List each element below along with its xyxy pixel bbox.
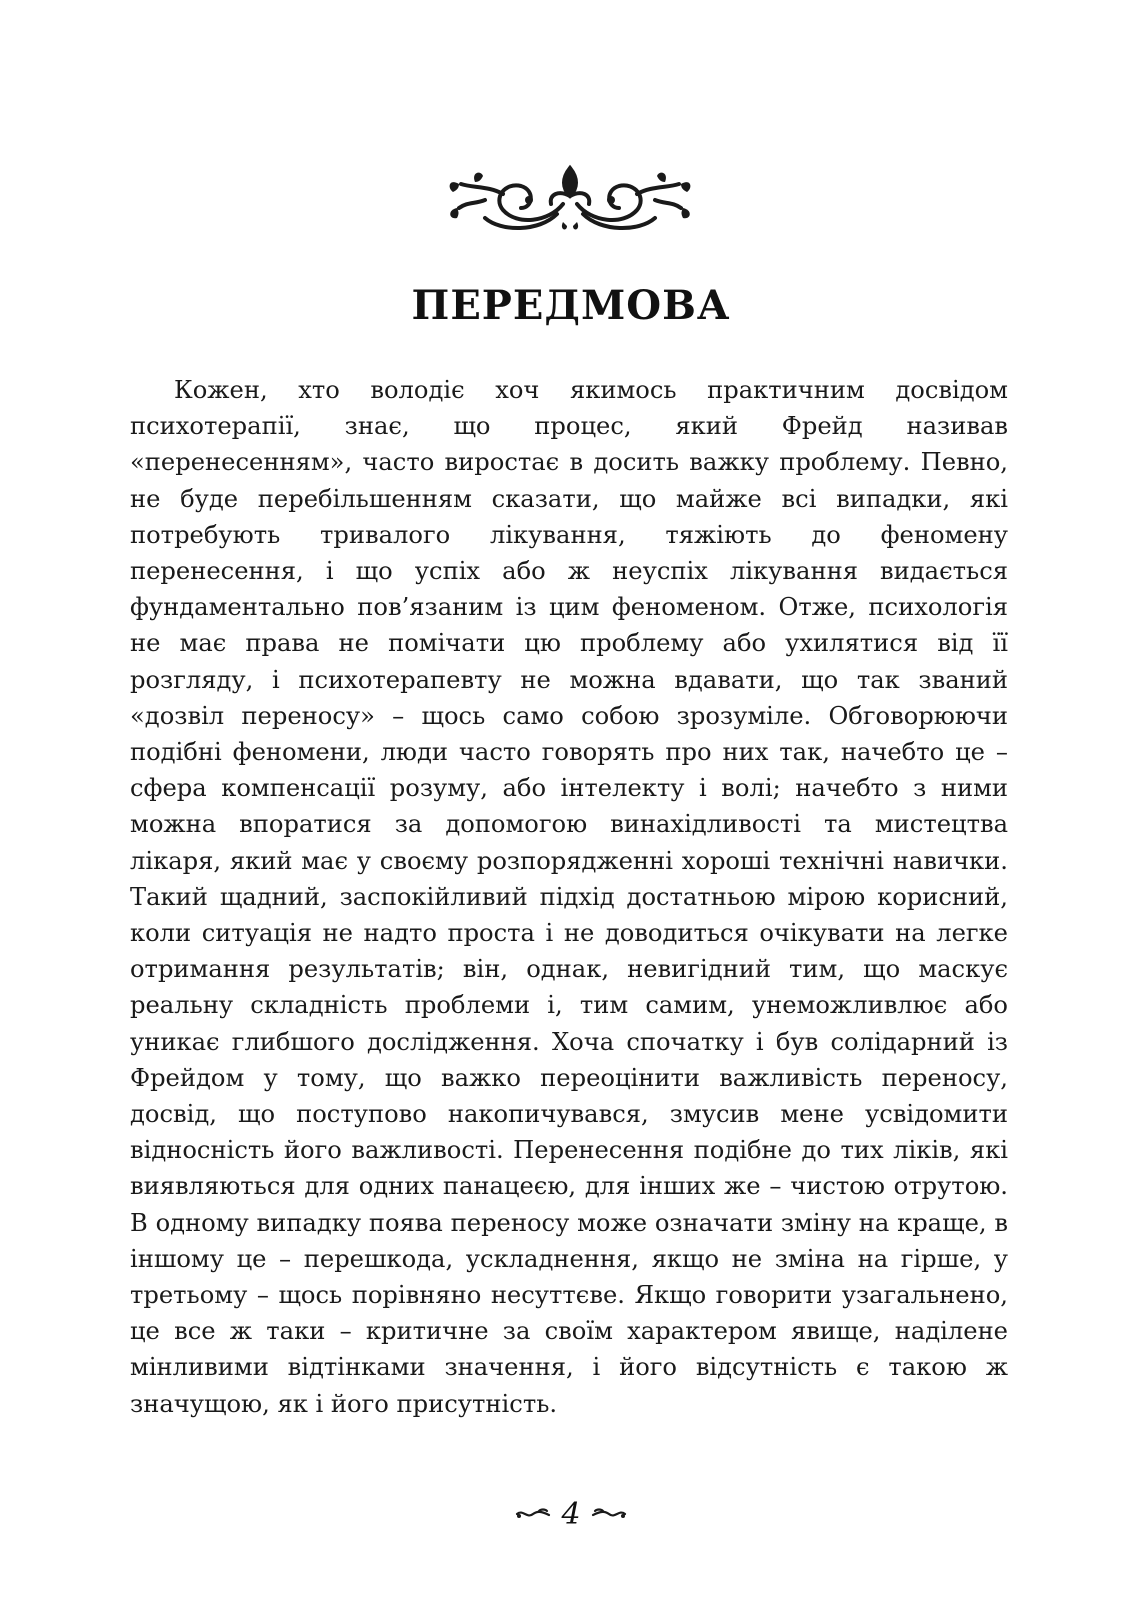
page-title: ПЕРЕДМОВА (411, 282, 731, 329)
page-footer (0, 1494, 1142, 1534)
flourish-icon (591, 1507, 627, 1521)
flourish-icon (515, 1507, 551, 1521)
floral-ornament-icon (445, 160, 695, 234)
body-paragraph: Кожен, хто володіє хоч якимось практичним досвідом психотерапії, знає, що процес, який Фрейд називав «перенесенням», часто виростає в досить важку проблему. Певно, не буде перебільшенням сказати, що майже всі випадки, які потребують тривалого лікування, тяжіють до феномену перенесення, і що успіх або ж неуспіх лікування видається фундаментально пов’язаним із цим феноменом. Отже, психологія не має права не помічати цю проблему або ухилятися від її розгляду, і психотерапевту не можна вдавати, що так званий «дозвіл переносу» – щось само собою зрозуміле. Обговорюючи подібні феномени, люди часто говорять про них так, начебто це – сфера компенсації розуму, або інтелекту і волі; начебто з ними можна впоратися за допомогою винахідливості та мистецтва лікаря, який має у своєму розпорядженні хороші технічні навички. Такий щадний, заспокійливий підхід достатньою мірою корисний, коли ситуація не надто проста і не доводиться очікувати на легке отримання результатів; він, однак, невигідний тим, що маскує реальну складність проблеми і, тим самим, унеможливлює або уникає глибшого дослідження. Хоча спочатку і був солідарний із Фрейдом у тому, що важко переоцінити важливість переносу, досвід, що поступово накопичувався, змусив мене усвідомити відносність його важливості. Перенесення подібне до тих ліків, які виявляються для одних панацеєю, для інших же – чистою отрутою. В одному випадку поява переносу може означати зміну на краще, в іншому це – перешкода, ускладнення, якщо не зміна на гірше, у третьому – щось порівняно несуттєве. Якщо говорити узагальнено, це все ж таки – критичне за своїм характером явище, наділене мінливими відтінками значення, і його відсутність є такою ж значущою, як і його присутність. (130, 376, 1008, 1418)
page-number: 4 (561, 1496, 581, 1532)
